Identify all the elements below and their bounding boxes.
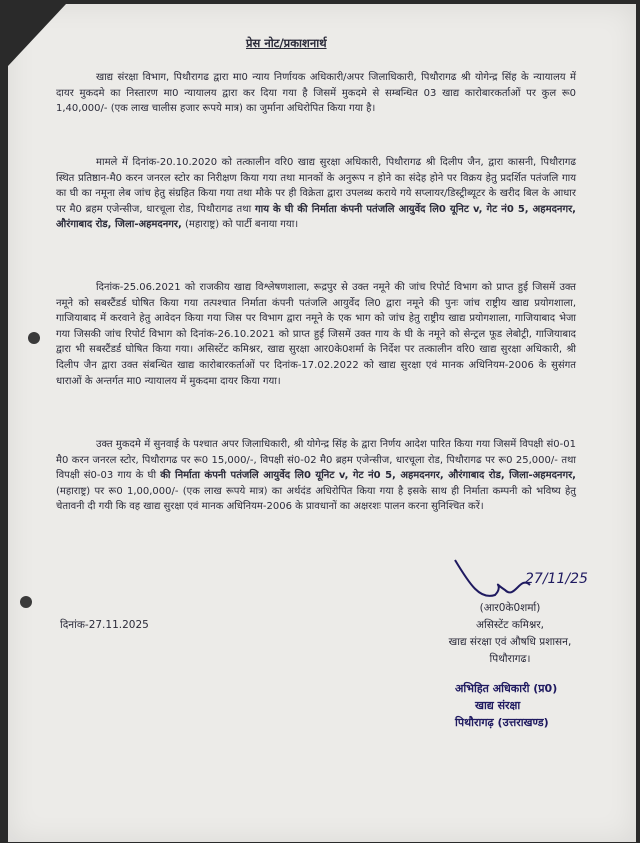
official-stamp <box>455 680 557 731</box>
document-title: प्रेस नोट/प्रकाशनार्थ <box>246 36 327 50</box>
signatory-name: (आर0के0शर्मा) <box>479 602 541 614</box>
paragraph-3: दिनांक-25.06.2021 को राजकीय खाद्य विश्लेषणशाला, रूद्रपुर से उक्त नमूने की जांच रिपोर्ट विभाग को प्राप्त हुई जिसमें उक्त नमूने को सबस्टैंडर्ड घोषित किया गया तत्पश्चात निर्माता कंपनी पतंजलि आयुर्वेद लि0 द्वारा नमूने की पुनः जांच राष्ट्रीय खाद्य प्रयोगशाला, गाजियाबाद में करवाने हेतु आवेदन किया गया जिस पर विभाग द्वारा नमूने के एक भाग को जांच हेतु राष्ट्रीय खाद्य प्रयोगशाला, गाजियाबाद भेजा गया जिसकी जांच रिपोर्ट विभाग को दिनांक-26.10.2021 को प्राप्त हुई जिसमें उक्त गाय के घी के नमूने को सेन्ट्रल फूड लेबोट्री, गाजियाबाद द्वारा भी सबस्टैंडर्ड घोषित किया गया। असिस्टेंट कमिश्नर, खाद्य सुरक्षा आर0के0शर्मा के निर्देश पर तत्कालीन वरि0 खाद्य सुरक्षा अधिकारी, श्री दिलीप जैन द्वारा उक्त संबन्धित खाद्य कारोबारकर्ताओं पर दिनांक-17.02.2022 को खाद्य सुरक्षा एवं मानक अधिनियम-2006 के सुसंगत धाराओं के अन्तर्गत मा0 न्यायालय में मुकदमा दायर किया गया। <box>56 282 576 387</box>
folded-corner <box>8 4 66 66</box>
paragraph-4-text: उक्त मुकदमे में सुनवाई के पश्चात अपर जिलाधिकारी, श्री योगेन्द्र सिंह के द्वारा निर्णय आदेश पारित किया गया जिसमें विपक्षी सं0-01 मै0 करन जनरल स्टोर, पिथौरागढ पर रू0 15,000/-, विपक्षी सं0-02 मै0 ब्रहम एजेन्सीज, धारचूला रोड, पिथौरागढ पर रू0 25,000/- तथा विपक्षी सं0-03 गाय के घी <box>56 439 576 482</box>
punch-hole <box>20 596 32 608</box>
paragraph-4-bold: की निर्माता कंपनी पतंजलि आयुर्वेद लि0 यूनिट v, गेट नं0 5, अहमदनगर, औरंगाबाद रोड, जिला-अहमदनगर, <box>160 470 576 482</box>
paragraph-4-end: (महाराष्ट्र) पर रू0 1,00,000/- (एक लाख रूपये मात्र) का अर्थदंड अधिरोपित किया गया है इसके साथ ही निर्माता कम्पनी को भविष्य हेतु चेतावनी दी गयी कि वह खाद्य सुरक्षा एवं मानक अधिनियम-2006 के प्रावधानों का अक्षरशः पालन करना सुनिश्चित करें। <box>56 485 576 513</box>
paragraph-2-bold: गाय के घी की निर्माता कंपनी पतंजलि आयुर्वेद लि0 यूनिट v, गेट नं0 5, अहमदनगर, औरंगाबाद रोड, जिला-अहमदनगर, <box>56 203 576 231</box>
signatory-place: पिथौरागढ। <box>489 653 531 665</box>
signature-block <box>410 600 610 668</box>
signatory-designation: असिस्टेंट कमिश्नर, <box>476 619 544 631</box>
stamp-line-1: अभिहित अधिकारी (प्र0) <box>455 682 558 695</box>
paragraph-2-end: (महाराष्ट्र) को पार्टी बनाया गया। <box>184 219 299 231</box>
signature-date: 27/11/25 <box>525 571 588 587</box>
paragraph-2 <box>56 155 576 233</box>
document-date: दिनांक-27.11.2025 <box>60 619 149 631</box>
stamp-line-3: पिथौरागढ़ (उत्तराखण्ड) <box>455 716 549 729</box>
paragraph-1: खाद्य संरक्षा विभाग, पिथौरागढ द्वारा मा0 न्याय निर्णायक अधिकारी/अपर जिलाधिकारी, पिथौरागढ श्री योगेन्द्र सिंह के न्यायालय में दायर मुकदमे का निस्तारण मा0 न्यायालय द्वारा कर दिया गया है जिसमें मुकदमे से सम्बन्धित 03 खाद्य कारोबारकर्ताओं पर कुल रू0 1,40,000/- (एक लाख चालीस हजार रूपये मात्र) का जुर्माना अधिरोपित किया गया है। <box>56 72 576 115</box>
paragraph-2-text: मामले में दिनांक-20.10.2020 को तत्कालीन वरि0 खाद्य सुरक्षा अधिकारी, पिथौरागढ श्री दिलीप जैन, द्वारा कासनी, पिथौरागढ स्थित प्रतिष्ठान-मै0 करन जनरल स्टोर का निरीक्षण किया गया तथा मानकों के अनुरूप न होने का संदेह होने पर विक्रय हेतु प्रदर्शित पतंजलि गाय का घी का नमूना लेब जांच हेतु संग्रहित किया गया तथा मौके पर ही विक्रेता द्वारा उपलब्ध कराये गये सप्लायर/डिस्ट्रीब्यूटर के खरीद बिल के आधार पर मै0 ब्रहम एजेन्सीज, धारचूला रोड, पिथौरागढ तथा <box>56 157 576 215</box>
stamp-line-2: खाद्य संरक्षा <box>475 699 521 712</box>
paragraph-4 <box>56 437 576 515</box>
signatory-department: खाद्य संरक्षा एवं औषधि प्रशासन, <box>448 636 572 648</box>
punch-hole <box>28 332 40 344</box>
